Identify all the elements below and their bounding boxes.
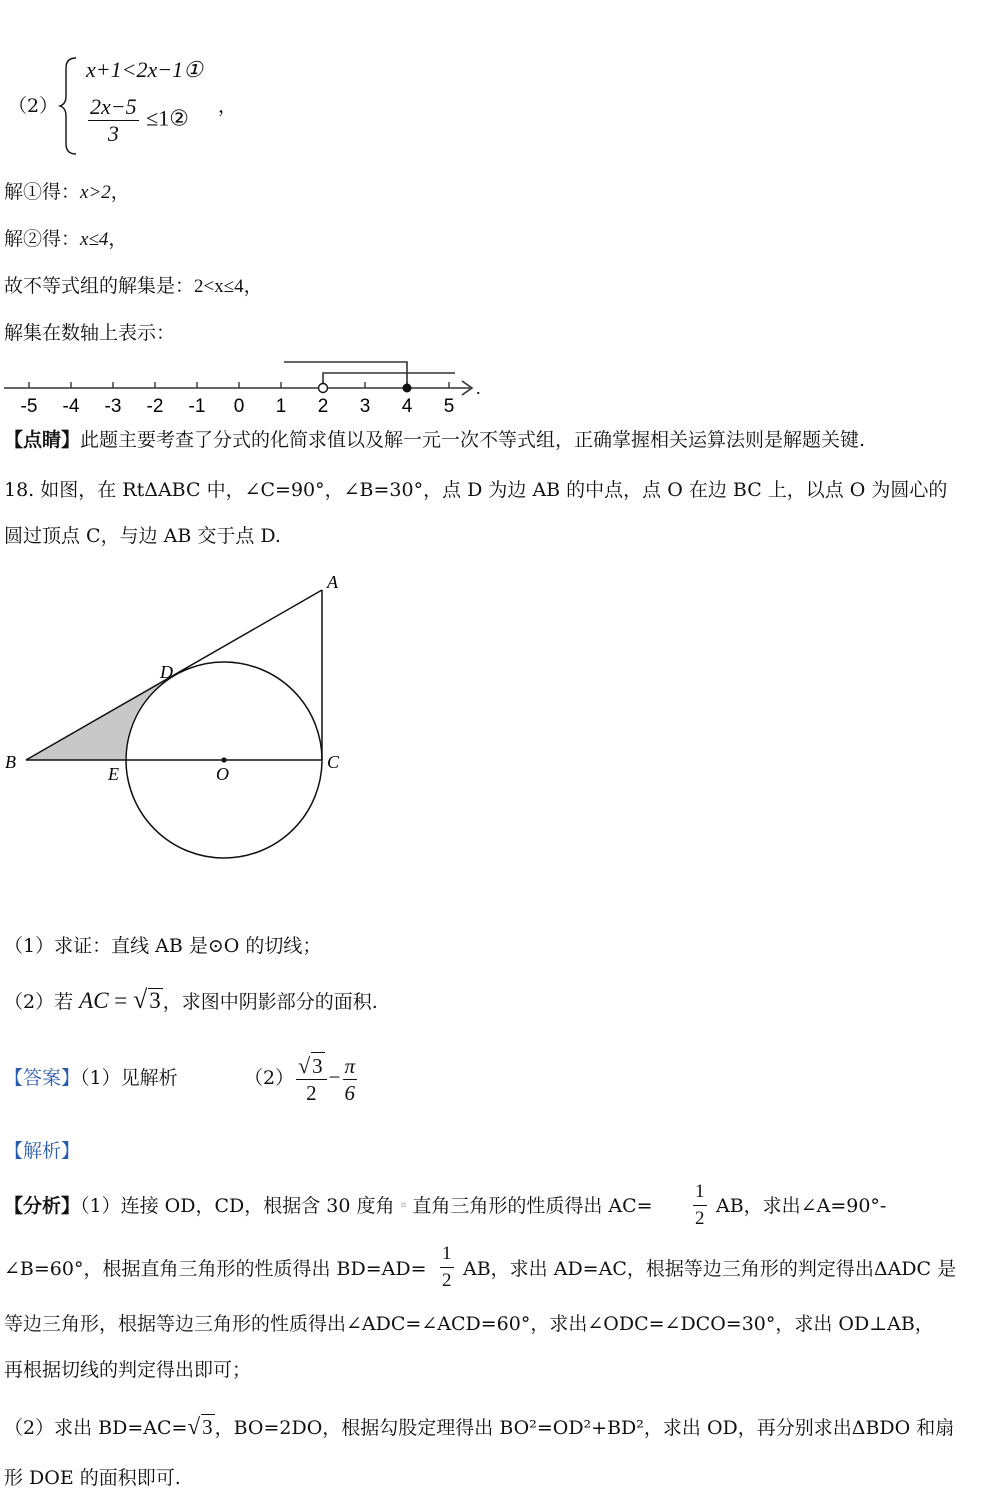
tick-label: -1	[188, 396, 206, 417]
solution-set	[4, 274, 263, 299]
part-2-eq: =	[108, 988, 134, 1013]
system-label: （2）	[8, 95, 59, 117]
analysis-line2-b: AB，求出 AD=AC，根据等边三角形的判定得出ΔADC 是	[463, 1258, 957, 1280]
answer-minus: −	[328, 1064, 341, 1089]
part-2: （2）若 AC = √3 ，求图中阴影部分的面积.	[4, 985, 378, 1014]
solution-2-math: x≤4	[80, 229, 109, 250]
solution-set-suffix: ，	[243, 275, 263, 297]
solution-1	[4, 180, 130, 205]
analysis-half-1	[691, 1179, 709, 1232]
analysis-line5-a: （2）求出 BD=AC=	[4, 1417, 188, 1439]
closed-point-icon	[403, 384, 412, 393]
answer-line	[4, 1066, 178, 1090]
analysis-line3: 等边三角形，根据等边三角形的性质得出∠ADC=∠ACD=60°，求出∠ODC=∠DCO=30°，求出 OD⊥AB，	[4, 1313, 934, 1335]
answer-f2-num: π	[344, 1053, 356, 1078]
analysis-line1-c: AB，求出∠A=90°-	[716, 1195, 887, 1217]
label-o: O	[216, 764, 229, 784]
tick-label: -5	[20, 396, 38, 417]
solution-1-math: x>2	[80, 182, 111, 203]
analysis-half-2	[438, 1241, 456, 1294]
question-18-line2: 圆过顶点 C，与边 AB 交于点 D.	[4, 525, 281, 547]
part-1: （1）求证：直线 AB 是⊙O 的切线；	[4, 935, 322, 957]
system-brace-icon	[58, 56, 82, 156]
system-row2-numerator: 2x−5	[90, 94, 137, 119]
system-row1: x+1<2x−1①	[86, 57, 203, 82]
solution-2-prefix: 解②得：	[4, 228, 81, 250]
tick-label: -4	[62, 396, 80, 417]
solution-set-prefix: 故不等式组的解集是：	[4, 275, 195, 297]
mark-icon: ¤	[400, 1201, 407, 1211]
number-line	[0, 350, 500, 420]
system-row2-denominator: 3	[107, 121, 119, 146]
answer-f1-num: 3	[312, 1054, 323, 1078]
question-18-line1: 18. 如图，在 RtΔABC 中，∠C=90°，∠B=30°，点 D 为边 AB 的中点，点 O 在边 BC 上，以点 O 为圆心的	[4, 479, 948, 501]
answer-f2-den: 6	[344, 1080, 356, 1105]
solution-1-suffix: ，	[110, 181, 130, 203]
label-b: B	[5, 752, 16, 772]
part-2-suffix: ，求图中阴影部分的面积.	[162, 991, 378, 1013]
half-1-num: 1	[693, 1179, 707, 1206]
solution-set-math: 2<x≤4	[194, 276, 244, 297]
tick-label: 2	[317, 396, 329, 417]
tick-label: 4	[401, 396, 413, 417]
analysis-line6: 形 DOE 的面积即可.	[4, 1467, 181, 1489]
analysis-line1	[4, 1194, 653, 1218]
center-dot-icon	[221, 757, 226, 762]
tick-label: 0	[233, 396, 245, 417]
system-row2	[86, 94, 189, 147]
answer-f1-den: 2	[306, 1081, 317, 1105]
system-row2-rest: ≤1②	[146, 105, 189, 131]
bracket-upper	[284, 362, 407, 388]
solution-1-prefix: 解①得：	[4, 181, 81, 203]
tick-label: 1	[275, 396, 287, 417]
analysis-line2-a: ∠B=60°，根据直角三角形的性质得出 BD=AD=	[4, 1258, 427, 1280]
number-line-caption: 解集在数轴上表示：	[4, 322, 176, 344]
bracket-lower	[323, 373, 455, 388]
part-2-prefix: （2）若	[4, 991, 80, 1013]
tick-label: 5	[443, 396, 455, 417]
analysis-tag: 【解析】	[4, 1140, 81, 1162]
label-c: C	[327, 752, 340, 772]
comment-1-tag: 【点睛】	[4, 429, 81, 451]
half-1-den: 2	[695, 1208, 705, 1229]
geometry-figure	[0, 570, 360, 870]
analysis-line4: 再根据切线的判定得出即可；	[4, 1359, 252, 1381]
answer-part2: （2） $\frac{√3}{2}$ − $\frac{\pi}{6}$	[244, 1053, 356, 1105]
label-d: D	[160, 662, 173, 682]
analysis-line1-b: 直角三角形的性质得出 AC=	[412, 1195, 653, 1217]
label-a: A	[327, 572, 338, 592]
tick-label: -2	[146, 396, 164, 417]
answer-part2-label: （2）	[244, 1066, 295, 1089]
analysis-line5-radicand: 3	[202, 1415, 213, 1439]
tick-label: 3	[359, 396, 371, 417]
label-e: E	[108, 764, 119, 784]
analysis-line5-b: ，BO=2DO，根据勾股定理得出 BO²=OD²+BD²，求出 OD，再分别求出ΔBDO 和扇	[214, 1417, 955, 1439]
open-point-icon	[319, 384, 328, 393]
number-line-trail: .	[476, 378, 481, 398]
system-trail: ，	[218, 95, 238, 117]
half-2-den: 2	[442, 1270, 452, 1291]
answer-tag: 【答案】	[4, 1067, 81, 1089]
solution-2	[4, 227, 127, 252]
analysis-line1-a: （1）连接 OD，CD，根据含 30 度角	[80, 1195, 395, 1217]
half-2-num: 1	[440, 1241, 454, 1268]
solution-2-suffix: ，	[108, 228, 128, 250]
answer-part1: （1）见解析	[80, 1067, 178, 1089]
comment-1	[4, 428, 865, 452]
part-2-radicand: 3	[149, 988, 161, 1013]
part-2-lhs: AC	[79, 988, 109, 1013]
comment-1-text: 此题主要考查了分式的化简求值以及解一元一次不等式组，正确掌握相关运算法则是解题关键.	[80, 429, 866, 451]
analysis-line5: （2）求出 BD=AC=√3 ，BO=2DO，根据勾股定理得出 BO²=OD²+BD²，求出 OD，再分别求出ΔBDO 和扇	[4, 1414, 955, 1439]
tick-label: -3	[104, 396, 122, 417]
analysis-header: 【分析】	[4, 1195, 81, 1217]
